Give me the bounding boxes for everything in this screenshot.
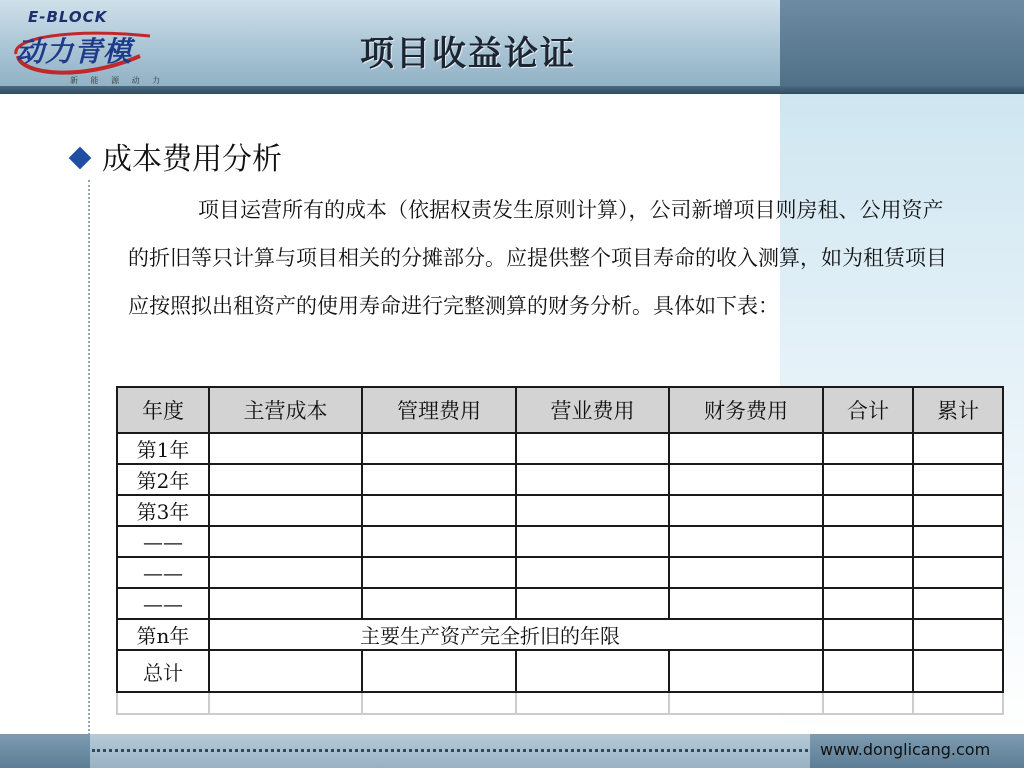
table-cell <box>669 588 823 619</box>
table-cell <box>669 526 823 557</box>
logo-tagline: 新 能 源 动 力 <box>70 76 166 85</box>
table-header-cell: 年度 <box>117 387 209 433</box>
table-cell <box>823 650 913 692</box>
table-cell <box>516 433 669 464</box>
table-cell <box>362 495 516 526</box>
table-cell <box>516 650 669 692</box>
table-header-cell: 主营成本 <box>209 387 362 433</box>
year-cell: —— <box>117 557 209 588</box>
table-cell <box>362 526 516 557</box>
table-cell <box>516 557 669 588</box>
table-cell <box>209 557 362 588</box>
table-cell <box>516 495 669 526</box>
table-cell <box>823 692 913 714</box>
table-cell <box>823 619 913 650</box>
section-heading-text: 成本费用分析 <box>102 142 282 177</box>
table-cell <box>669 692 823 714</box>
table-cell <box>913 495 1003 526</box>
year-cell: —— <box>117 526 209 557</box>
table-header-cell: 合计 <box>823 387 913 433</box>
year-cell: 第n年 <box>117 619 209 650</box>
depreciation-note-cell: 主要生产资产完全折旧的年限 <box>209 619 823 650</box>
logo-name: 动力青模 <box>16 35 133 68</box>
total-label-cell: 总计 <box>117 650 209 692</box>
table-header-cell: 累计 <box>913 387 1003 433</box>
cost-table <box>116 386 1004 715</box>
header-dark-panel <box>780 0 1024 90</box>
table-cell <box>362 692 516 714</box>
table-cell <box>913 526 1003 557</box>
table-cell <box>823 495 913 526</box>
table-cell <box>669 557 823 588</box>
table-cell <box>669 464 823 495</box>
table-row <box>117 557 1003 588</box>
table-cell <box>823 557 913 588</box>
table-cell <box>913 588 1003 619</box>
table-cell <box>209 433 362 464</box>
table-cell <box>913 619 1003 650</box>
table-cell <box>209 588 362 619</box>
table-cell <box>209 692 362 714</box>
table-cell <box>913 464 1003 495</box>
table-row-nth-year <box>117 619 1003 650</box>
table-cell <box>516 526 669 557</box>
year-cell: —— <box>117 588 209 619</box>
header-divider-bar <box>0 86 1024 94</box>
table-cell <box>669 433 823 464</box>
table-cell <box>362 650 516 692</box>
table-row-total <box>117 650 1003 692</box>
table-cell <box>823 526 913 557</box>
table-cell <box>209 464 362 495</box>
footer-dotted-line <box>92 749 808 752</box>
table-cell <box>516 692 669 714</box>
table-row <box>117 526 1003 557</box>
table-header-cell: 管理费用 <box>362 387 516 433</box>
logo-brand-text: E-BLOCK <box>28 8 108 26</box>
table-cell <box>669 495 823 526</box>
diamond-bullet-icon <box>69 147 92 170</box>
table-cell <box>209 495 362 526</box>
table-cell <box>823 588 913 619</box>
left-dotted-divider <box>88 180 90 735</box>
table-cell <box>913 433 1003 464</box>
table-row <box>117 588 1003 619</box>
table-cell <box>669 650 823 692</box>
table-header-cell: 财务费用 <box>669 387 823 433</box>
table-cell <box>362 557 516 588</box>
table-cell <box>913 692 1003 714</box>
table-header-row <box>117 387 1003 433</box>
table-cell <box>516 464 669 495</box>
table-cell <box>823 433 913 464</box>
table-row <box>117 495 1003 526</box>
table-cell <box>823 464 913 495</box>
table-cell <box>516 588 669 619</box>
body-paragraph: 项目运营所有的成本（依据权责发生原则计算），公司新增项目则房租、公用资产的折旧等只计算与项目相关的分摊部分。应提供整个项目寿命的收入测算，如为租赁项目应按照拟出租资产的使用寿命进行完整测算的财务分析。具体如下表： <box>128 198 947 318</box>
year-cell: 第2年 <box>117 464 209 495</box>
table-row <box>117 464 1003 495</box>
section-heading <box>72 134 282 178</box>
table-cell <box>362 464 516 495</box>
logo <box>10 8 170 86</box>
year-cell: 第3年 <box>117 495 209 526</box>
table-row <box>117 433 1003 464</box>
table-cell <box>362 433 516 464</box>
table-cell <box>913 557 1003 588</box>
table-cell <box>117 692 209 714</box>
footer-url: www.donglicang.com <box>820 740 991 759</box>
table-cell <box>913 650 1003 692</box>
table-cell <box>209 650 362 692</box>
year-cell: 第1年 <box>117 433 209 464</box>
table-header-cell: 营业费用 <box>516 387 669 433</box>
table-cell <box>362 588 516 619</box>
table-cell <box>209 526 362 557</box>
page-title: 项目收益论证 <box>360 34 576 74</box>
table-row-blank <box>117 692 1003 714</box>
